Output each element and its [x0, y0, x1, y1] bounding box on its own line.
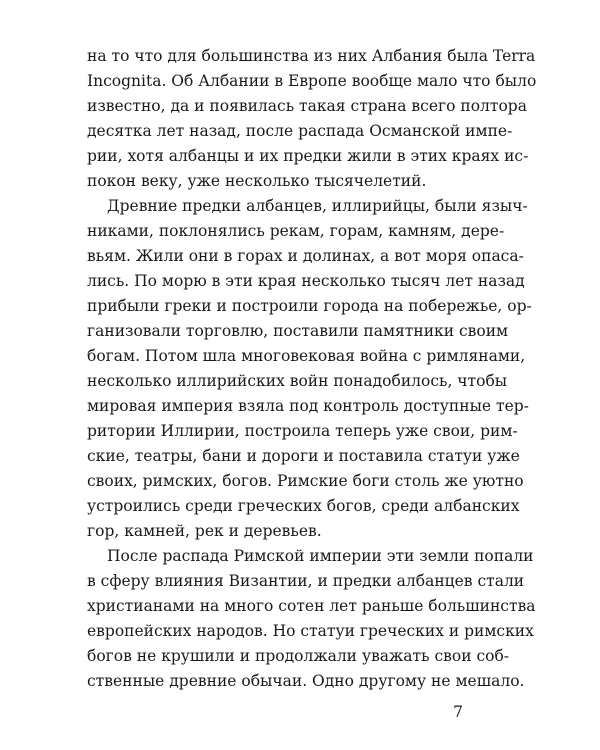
- text-line: богам. Потом шла многовековая война с римлянами,: [87, 347, 526, 365]
- text-line: своих, римских, богов. Римские боги столь же уютно: [87, 472, 524, 490]
- text-line: ганизовали торговлю, поставили памятники своим: [87, 322, 509, 340]
- text-line: несколько иллирийских войн понадобилось, чтобы: [87, 372, 508, 390]
- text-line: гор, камней, рек и деревьев.: [87, 522, 322, 540]
- page-number: 7: [453, 703, 463, 721]
- text-line: вьям. Жили они в горах и долинах, а вот моря опаса-: [87, 247, 524, 265]
- text-line: прибыли греки и построили города на побережье, ор-: [87, 297, 532, 315]
- text-line: в сферу влияния Византии, и предки албанцев стали: [87, 572, 525, 590]
- text-line: богов не крушили и продолжали уважать свои соб-: [87, 647, 510, 665]
- text-line: Incognita. Об Албании в Европе вообще мало что было: [87, 72, 537, 90]
- text-line: ские, театры, бани и дороги и поставила статуи уже: [87, 447, 520, 465]
- text-line: ритории Иллирии, построила теперь уже свои, рим-: [87, 422, 518, 440]
- text-line: христианами на много сотен лет раньше большинства: [87, 597, 536, 615]
- text-line: лись. По морю в эти края несколько тысяч лет назад: [87, 272, 525, 290]
- text-line: ственные древние обычаи. Одно другому не мешало.: [87, 672, 525, 690]
- paragraph-start-line: После распада Римской империи эти земли попали: [107, 547, 534, 565]
- text-line: устроились среди греческих богов, среди албанских: [87, 497, 520, 515]
- paragraph-start-line: Древние предки албанцев, иллирийцы, были языч-: [107, 197, 528, 215]
- text-line: мировая империя взяла под контроль доступные тер-: [87, 397, 529, 415]
- text-line: рии, хотя албанцы и их предки жили в этих краях ис-: [87, 147, 529, 165]
- text-line: десятка лет назад, после распада Османской импе-: [87, 122, 513, 140]
- text-line: европейских народов. Но статуи греческих и римских: [87, 622, 534, 640]
- text-line: известно, да и появилась такая страна всего полтора: [87, 97, 527, 115]
- text-line: покон веку, уже несколько тысячелетий.: [87, 172, 427, 190]
- text-line: на то что для большинства из них Албания была Terra: [87, 47, 536, 65]
- text-line: никами, поклонялись рекам, горам, камням, дере-: [87, 222, 505, 240]
